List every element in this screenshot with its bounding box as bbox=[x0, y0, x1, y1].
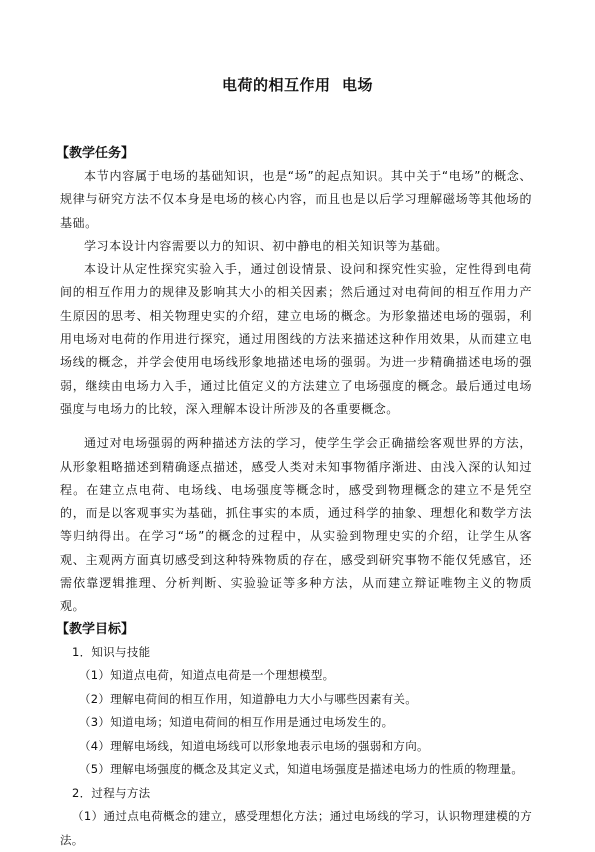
section-heading-teaching-goals: 【教学目标】 bbox=[56, 621, 135, 637]
document-body bbox=[56, 143, 532, 852]
goal-item: （2）理解电荷间的相互作用，知道静电力大小与哪些因素有关。 bbox=[79, 691, 418, 706]
goal-category: 1．知识与技能 bbox=[72, 644, 151, 659]
goal-category: 2．过程与方法 bbox=[72, 785, 151, 800]
document-title: 电荷的相互作用 电场 bbox=[222, 76, 373, 94]
goal-item: （3）知道电场；知道电荷间的相互作用是通过电场发生的。 bbox=[79, 715, 394, 730]
goal-item: （4）理解电场线，知道电场线可以形象地表示电场的强弱和方向。 bbox=[79, 738, 429, 753]
goal-item: （1）知道点电荷，知道点电荷是一个理想模型。 bbox=[79, 668, 335, 683]
paragraph: 学习本设计内容需要以力的知识、初中静电的相关知识等为基础。 bbox=[84, 238, 448, 253]
paragraph: 通过对电场强弱的两种描述方法的学习，使学生学会正确描绘客观世界的方法，从形象粗略描述到精确逐点描述，感受人类对未知事物循序渐进、由浅入深的认知过程。在建立点电荷、电场线、电场强度等概念时，感受到物理概念的建立不是凭空的，而是以客观事实为基础，抓住事实的本质，通过科学的抽象、理想化和数学方法等归纳得出。在学习“场”的概念的过程中，从实验到物理史实的介绍，让学生从客观、主观两方面真切感受到这种特殊物质的存在，感受到研究事物不能仅凭感官，还需依靠逻辑推理、分析判断、实验验证等多种方法，从而建立辩证唯物主义的物质观。 bbox=[60, 436, 532, 614]
goal-item: （1）通过点电荷概念的建立，感受理想化方法；通过电场线的学习，认识物理建模的方法。 bbox=[60, 809, 532, 847]
paragraph: 本设计从定性探究实验入手，通过创设情景、设问和探究性实验，定性得到电荷间的相互作用力的规律及影响其大小的相关因素；然后通过对电荷间的相互作用力产生原因的思考、相关物理史实的介绍，建立电场的概念。为形象描述电场的强弱，利用电场对电荷的作用进行探究，通过用图线的方法来描述这种作用效果，从而建立电场线的概念，并学会使用电场线形象地描述电场的强弱。为进一步精确描述电场的强弱，继续由电场力入手，通过比值定义的方法建立了电场强度的概念。最后通过电场强度与电场力的比较，深入理解本设计所涉及的各重要概念。 bbox=[60, 262, 532, 416]
paragraph: 本节内容属于电场的基础知识，也是“场”的起点知识。其中关于“电场”的概念、规律与研究方法不仅本身是电场的核心内容，而且也是以后学习理解磁场等其他场的基础。 bbox=[60, 169, 532, 230]
section-heading-teaching-task: 【教学任务】 bbox=[56, 146, 135, 161]
goal-item: （5）理解电场强度的概念及其定义式，知道电场强度是描述电场力的性质的物理量。 bbox=[79, 762, 524, 777]
